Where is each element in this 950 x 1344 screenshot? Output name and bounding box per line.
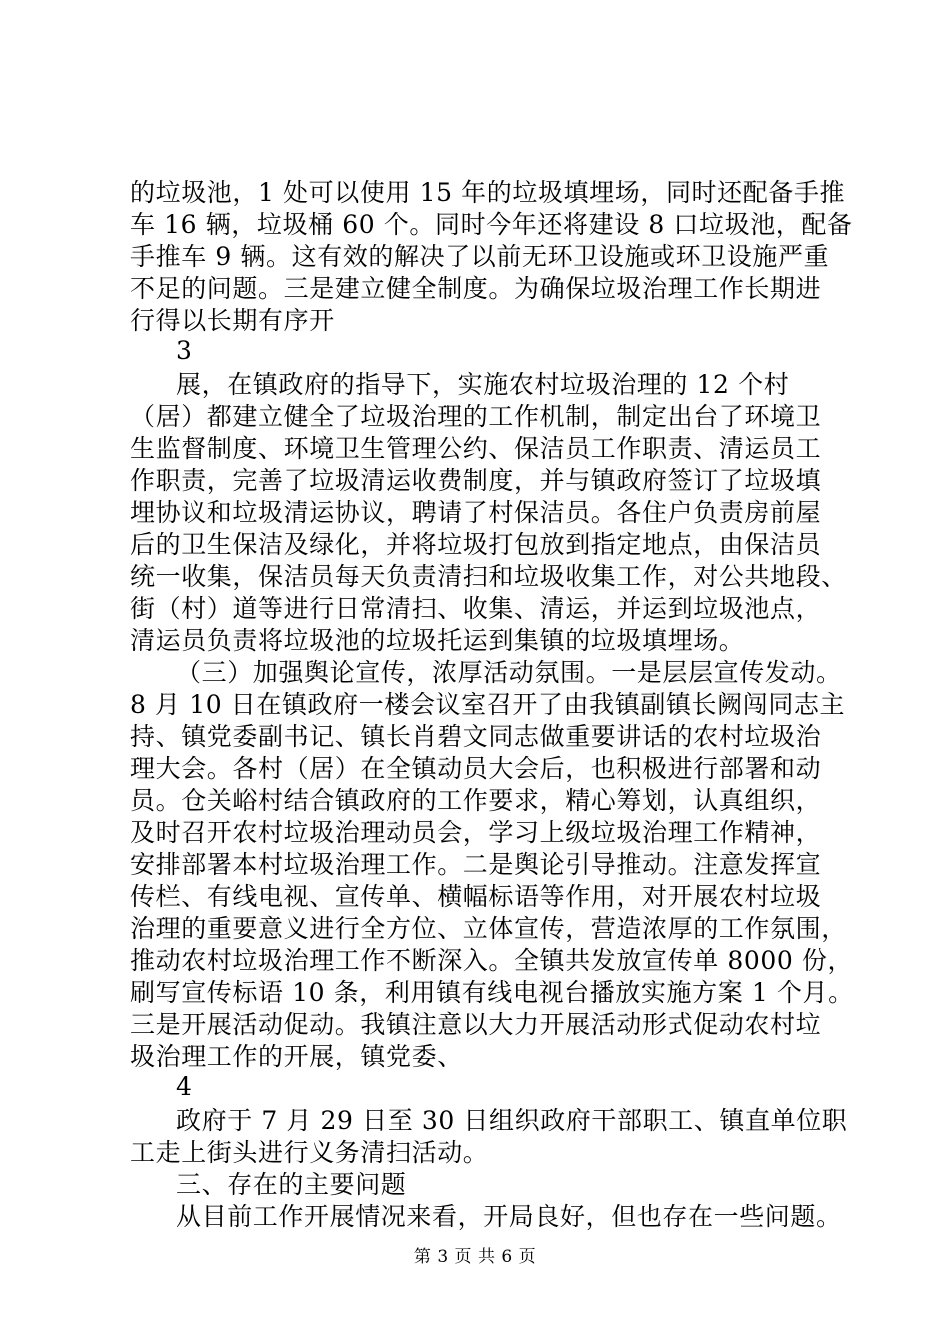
text-line: 清运员负责将垃圾池的垃圾托运到集镇的垃圾填埋场。 <box>130 626 745 655</box>
text-line: 安排部署本村垃圾治理工作。二是舆论引导推动。注意发挥宣 <box>130 850 822 879</box>
text-line: 推动农村垃圾治理工作不断深入。全镇共发放宣传单 8000 份， <box>130 946 854 975</box>
text-line: 埋协议和垃圾清运协议，聘请了村保洁员。各住户负责房前屋 <box>130 498 822 527</box>
text-line: 治理的重要意义进行全方位、立体宣传，营造浓厚的工作氛围， <box>130 914 847 943</box>
text-line: 不足的问题。三是建立健全制度。为确保垃圾治理工作长期进 <box>130 274 822 303</box>
text-line: 统一收集，保洁员每天负责清扫和垃圾收集工作，对公共地段、 <box>130 562 847 591</box>
section-heading: 三、存在的主要问题 <box>176 1170 407 1199</box>
text-line: （居）都建立健全了垃圾治理的工作机制，制定出台了环境卫 <box>130 402 822 431</box>
text-line: 展，在镇政府的指导下，实施农村垃圾治理的 12 个村 <box>176 370 790 399</box>
text-line: 政府于 7 月 29 日至 30 日组织政府干部职工、镇直单位职 <box>176 1106 848 1135</box>
text-line: 8 月 10 日在镇政府一楼会议室召开了由我镇副镇长阙闯同志主 <box>130 690 846 719</box>
text-line: 员。仓关峪村结合镇政府的工作要求，精心筹划，认真组织， <box>130 786 822 815</box>
text-line: 后的卫生保洁及绿化，并将垃圾打包放到指定地点，由保洁员 <box>130 530 822 559</box>
text-line: 圾治理工作的开展，镇党委、 <box>130 1042 463 1071</box>
text-line: 从目前工作开展情况来看，开局良好，但也存在一些问题。 <box>176 1202 842 1231</box>
text-line: 街（村）道等进行日常清扫、收集、清运，并运到垃圾池点， <box>130 594 822 623</box>
page-marker: 3 <box>176 336 193 365</box>
text-line: 持、镇党委副书记、镇长肖碧文同志做重要讲话的农村垃圾治 <box>130 722 822 751</box>
text-line: 刷写宣传标语 10 条，利用镇有线电视台播放实施方案 1 个月。 <box>130 978 854 1007</box>
page-footer: 第 3 页 共 6 页 <box>413 1247 537 1267</box>
text-line: 作职责，完善了垃圾清运收费制度，并与镇政府签订了垃圾填 <box>130 466 822 495</box>
text-line: 行得以长期有序开 <box>130 306 335 335</box>
text-line: 及时召开农村垃圾治理动员会，学习上级垃圾治理工作精神， <box>130 818 822 847</box>
text-line: 理大会。各村（居）在全镇动员大会后，也积极进行部署和动 <box>130 754 822 783</box>
page-marker: 4 <box>176 1072 193 1101</box>
text-line: 的垃圾池，1 处可以使用 15 年的垃圾填埋场，同时还配备手推 <box>130 178 846 207</box>
text-line: 车 16 辆，垃圾桶 60 个。同时今年还将建设 8 口垃圾池，配备 <box>130 210 853 239</box>
text-line: 三是开展活动促动。我镇注意以大力开展活动形式促动农村垃 <box>130 1010 822 1039</box>
text-line: 生监督制度、环境卫生管理公约、保洁员工作职责、清运员工 <box>130 434 822 463</box>
text-line: 工走上街头进行义务清扫活动。 <box>130 1138 489 1167</box>
text-line: 传栏、有线电视、宣传单、横幅标语等作用，对开展农村垃圾 <box>130 882 822 911</box>
text-line: （三）加强舆论宣传，浓厚活动氛围。一是层层宣传发动。 <box>176 658 842 687</box>
text-line: 手推车 9 辆。这有效的解决了以前无环卫设施或环卫设施严重 <box>130 242 830 271</box>
